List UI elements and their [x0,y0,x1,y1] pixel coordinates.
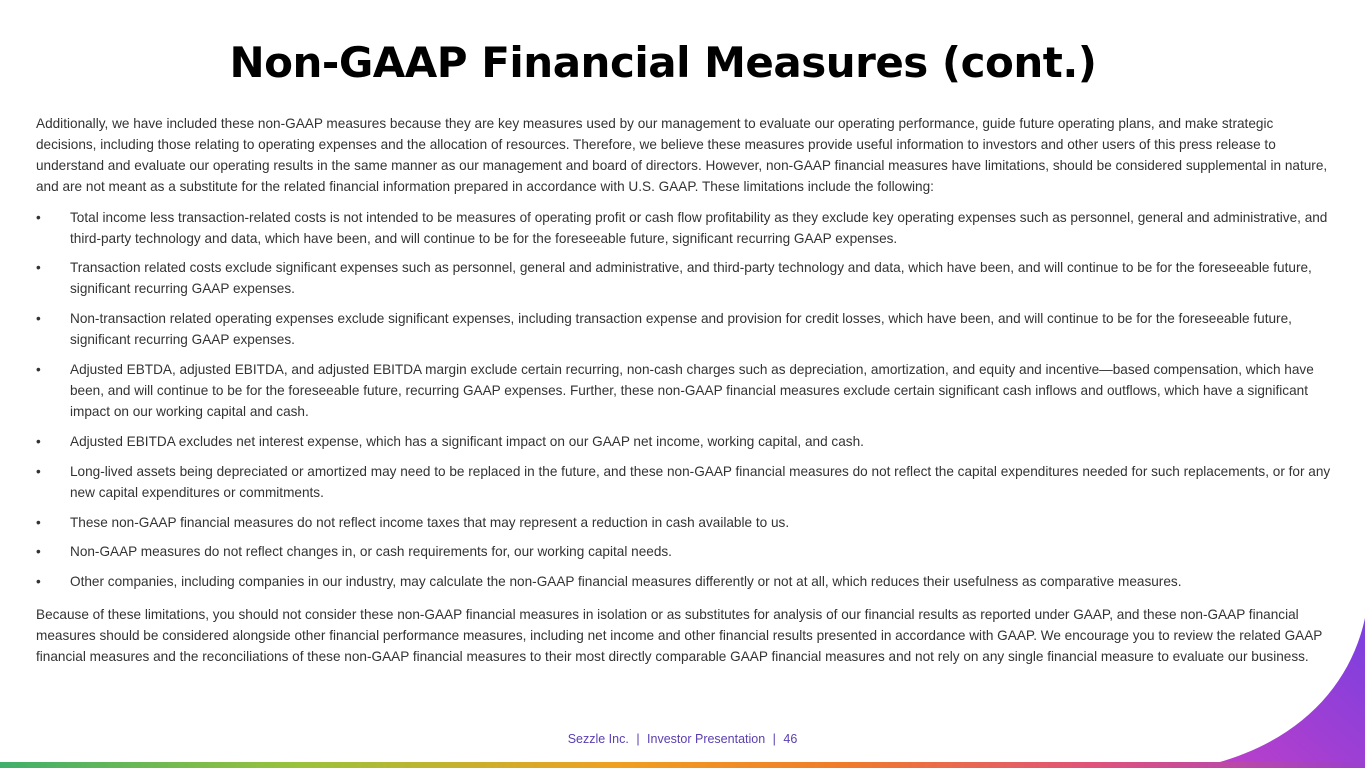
bullet-icon: • [36,209,41,225]
bullet-icon: • [36,463,41,479]
list-item-text: Adjusted EBITDA excludes net interest expense, which has a significant impact on our GAAP net income, working capital, and cash. [70,433,864,449]
list-item [36,572,1332,593]
list-item [36,542,1332,563]
footer-separator: | [772,732,776,746]
list-item-text: Adjusted EBTDA, adjusted EBITDA, and adjusted EBITDA margin exclude certain recurring, non-cash charges such as depreciation, amortization, and equity and incentive—based compensation, which have been, and will continue to be for the foreseeable future, recurring GAAP expenses. Further, these non-GAAP financial measures exclude certain significant cash inflows and outflows, which have a significant impact on our working capital and cash. [70,362,1314,419]
list-item [36,309,1332,351]
list-item-text: Other companies, including companies in our industry, may calculate the non-GAAP financial measures differently or not at all, which reduces their usefulness as comparative measures. [70,574,1182,590]
slide-footer [0,732,1365,746]
bottom-gradient-bar [0,762,1365,768]
bullet-icon: • [36,514,41,530]
page-number: 46 [783,732,798,746]
bullet-icon: • [36,574,41,590]
list-item-text: Transaction related costs exclude significant expenses such as personnel, general and administrative, and third-party technology and data, which have been, and will continue to be for the foreseeable future, significant recurring GAAP expenses. [70,260,1312,297]
limitations-list [36,208,1332,594]
footer-presentation: Investor Presentation [647,732,766,746]
list-item [36,360,1332,423]
list-item-text: Long-lived assets being depreciated or amortized may need to be replaced in the future, and these non-GAAP financial measures do not reflect the capital expenditures needed for such replacements, or for any new capital expenditures or commitments. [70,463,1331,500]
footer-separator: | [636,732,640,746]
intro-paragraph: Additionally, we have included these non-GAAP measures because they are key measures used by our management to evaluate our operating performance, guide future operating plans, and make strategic decisions, including those relating to operating expenses and the allocation of resources. Therefore, we believe these measures provide useful information to investors and other users of this press release to understand and evaluate our operating results in the same manner as our management and board of directors. However, non-GAAP financial measures have limitations, should be considered supplemental in nature, and are not meant as a substitute for the related financial information prepared in accordance with U.S. GAAP. These limitations include the following: [36,116,1328,194]
slide-title: Non-GAAP Financial Measures (cont.) [229,38,1097,87]
list-item [36,208,1332,250]
slide-body [36,114,1332,668]
list-item [36,513,1332,534]
bullet-icon: • [36,362,41,378]
list-item [36,432,1332,453]
bullet-icon: • [36,260,41,276]
bullet-icon: • [36,311,41,327]
closing-paragraph: Because of these limitations, you should not consider these non-GAAP financial measures in isolation or as substitutes for analysis of our financial results as reported under GAAP, and these non-GAAP financial measures should be considered alongside other financial performance measures, including net income and other financial results presented in accordance with GAAP. We encourage you to review the related GAAP financial measures and the reconciliations of these non-GAAP financial measures to their most directly comparable GAAP financial measures and not rely on any single financial measure to evaluate our business. [36,607,1323,665]
list-item-text: These non-GAAP financial measures do not reflect income taxes that may represent a reduction in cash available to us. [70,514,790,530]
list-item [36,462,1332,504]
list-item [36,258,1332,300]
bullet-icon: • [36,433,41,449]
list-item-text: Total income less transaction-related costs is not intended to be measures of operating profit or cash flow profitability as they exclude key operating expenses such as personnel, general and administrative, and third-party technology and data, which have been, and will continue to be for the foreseeable future, significant recurring GAAP expenses. [70,209,1328,246]
footer-company: Sezzle Inc. [567,732,629,746]
bullet-icon: • [36,544,41,560]
list-item-text: Non-GAAP measures do not reflect changes in, or cash requirements for, our working capital needs. [70,544,672,560]
list-item-text: Non-transaction related operating expenses exclude significant expenses, including transaction expense and provision for credit losses, which have been, and will continue to be for the foreseeable future, significant recurring GAAP expenses. [70,311,1292,348]
